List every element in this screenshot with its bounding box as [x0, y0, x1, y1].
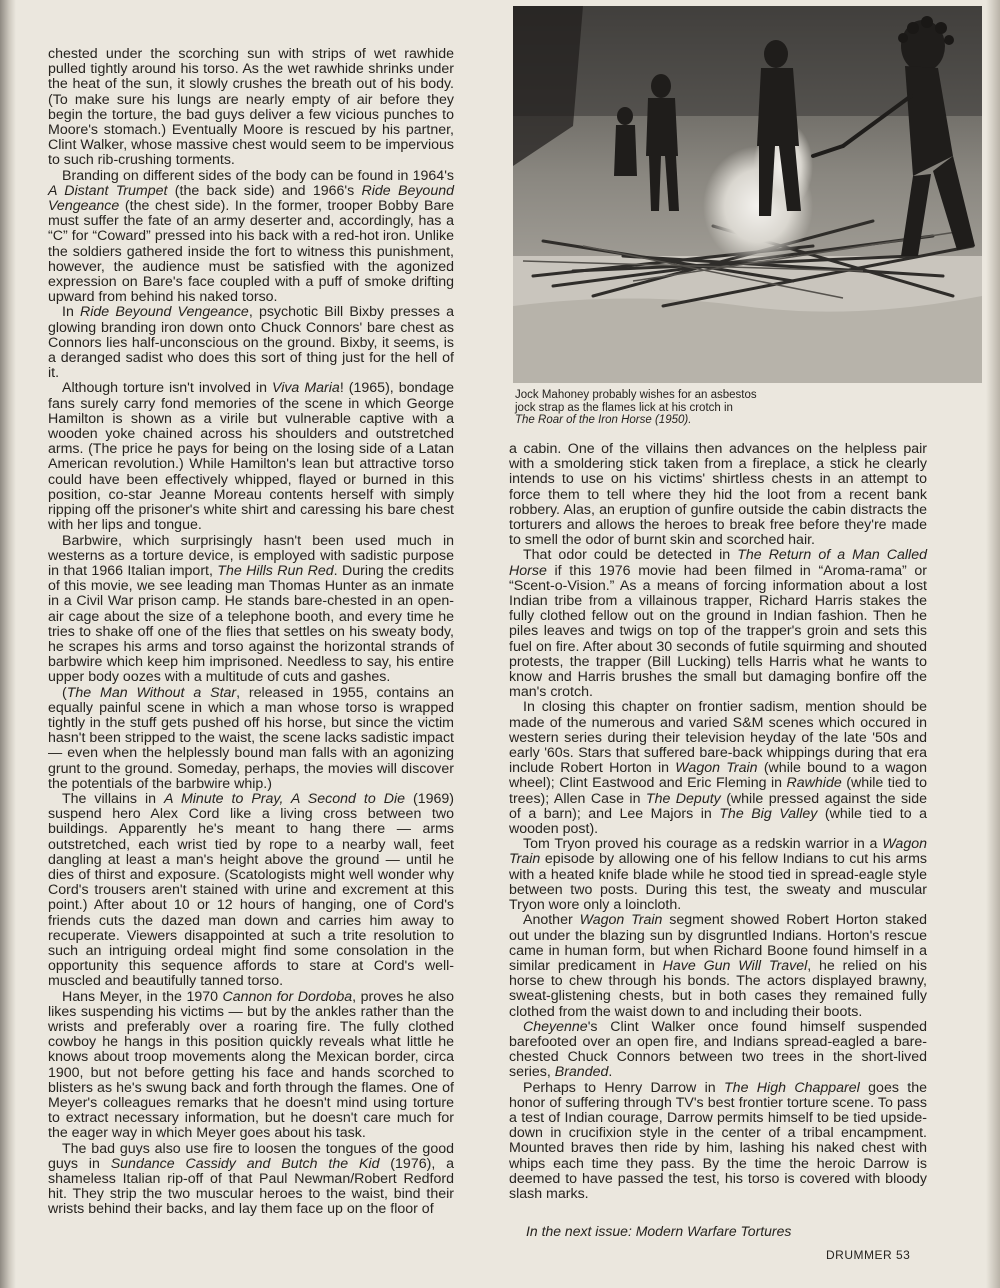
article-paragraph: Barbwire, which surprisingly hasn't been used much in westerns as a torture device, is employed with sadistic purpose in that 1966 Italian import, The Hills Run Red. During the credits of this movie, we see leading man Thomas Hunter as an inmate in a Civil War prison camp. He stands bare-chested in an open-air cage about the size of a telephone booth, and every time he tries to shake off one of the flies that settles on his sweaty body, he scrapes his arms and torso against the horizontal strands of barbwire which keep him imprisoned. Needless to say, his entire upper body oozes with a multitude of cuts and gashes. — [48, 532, 454, 686]
film-still-illustration — [513, 6, 982, 383]
article-paragraph: Although torture isn't involved in Viva Maria! (1965), bondage fans surely carry fond memories of the scene in which George Hamilton is shown as a virile but vulnerable captive with a wooden yoke chained across his shoulders and outstretched arms. (The price he pays for being on the losing side of a Latan American revolution.) While Hamilton's lean but attractive torso could have been effectively whipped, flayed or burned in this position, co-star Jeanne Moreau contents herself with simply ripping off the prisoner's white shirt and caressing his bare chest with her lips and tongue. — [48, 380, 454, 534]
title-italic: Ride Beyound Vengeance — [80, 304, 249, 321]
article-paragraph: Hans Meyer, in the 1970 Cannon for Dordoba, proves he also likes suspending his victims — but by the ankles rather than the wrists and preferably over a roaring fire. The fully clothed cowboy he hangs in this position quickly reveals what little he knows about troop movements along the Mexican border, circa 1900, but not before getting his face and hands scorched to blisters as he's swung back and forth through the flames. One of Meyer's colleagues remarks that he doesn't mind using torture to extract necessary information, but he doesn't care much for the eager way in which Meyer goes about his task. — [48, 988, 454, 1142]
title-italic: Have Gun Will Travel — [662, 957, 808, 974]
article-paragraph: That odor could be detected in The Return of a Man Called Horse if this 1976 movie had been filmed in “Aroma-rama” or “Scent-o-Vision.” As a means of forcing information about a lost Indian tribe from a villainous trapper, Richard Harris stakes the fully clothed fellow out on the ground in Indian fashion. Then he piles leaves and twigs on top of the trapper's groin and sets this fuel on fire. After about 30 seconds of futile squirming and shouted protests, the trapper (Bill Lucking) tells Harris what he wants to know and Harris brushes the small but damaging bonfire off the man's crotch. — [509, 547, 927, 701]
title-italic: Rawhide — [786, 775, 842, 792]
page-folio: DRUMMER 53 — [826, 1248, 911, 1262]
title-italic: Cheyenne — [523, 1018, 588, 1035]
title-italic: The Man Without a Star — [66, 684, 237, 701]
article-paragraph: Cheyenne's Clint Walker once found himself suspended barefooted over an open fire, and Indians spread-eagled a bare-chested Chuck Connors between two trees in the short-lived series, Branded. — [509, 1018, 927, 1081]
title-italic: Viva Maria — [271, 380, 340, 397]
article-paragraph: (The Man Without a Star, released in 1955, contains an equally painful scene in which a man whose torso is wrapped tightly in the stuff gets pushed off his horse, but since the victim hasn't been stripped to the waist, the scene lacks sadistic impact — even when the helplessly bound man falls with an agonizing grunt to the ground. Someday, perhaps, the movies will discover the potentials of the barbwire whip.) — [48, 684, 454, 792]
title-italic: Wagon Train — [675, 760, 758, 777]
caption-line-1: Jock Mahoney probably wishes for an asbestos — [515, 389, 757, 401]
title-italic: Wagon Train — [509, 836, 927, 868]
caption-line-3: The Roar of the Iron Horse (1950). — [515, 414, 692, 426]
article-paragraph: a cabin. One of the villains then advances on the helpless pair with a smoldering stick taken from a fireplace, a stick he clearly intends to use on his victims' shirtless chests in an attempt to force them to tell where they hid the loot from a recent bank robbery. Alas, an eruption of gunfire outside the cabin distracts the torturers and allows the heroes to break free before they're made to smell the odor of burnt skin and scorched hair. — [509, 441, 927, 549]
title-italic: Branded — [554, 1064, 609, 1081]
page-binding-shadow — [0, 0, 16, 1288]
film-still-photo — [513, 6, 982, 383]
page-edge-shadow — [986, 0, 1000, 1288]
article-paragraph: Another Wagon Train segment showed Robert Horton staked out under the blazing sun by disgruntled Indians. Horton's rescue came in human form, but when Richard Boone found himself in a similar predicament in Have Gun Will Travel, he relied on his horse to chew through his bonds. The actors displayed brawny, sweat-glistening chests, but in both cases they remained fully clothed from the waist down to and including their boots. — [509, 912, 927, 1020]
title-italic: A Minute to Pray, A Second to Die — [164, 790, 405, 807]
title-italic: Sundance Cassidy and Butch the Kid — [110, 1155, 380, 1172]
article-paragraph: In Ride Beyound Vengeance, psychotic Bill Bixby presses a glowing branding iron down onto Chuck Connors' bare chest as Connors lies half-unconscious on the ground. Bixby, it seems, is a deranged sadist who does this sort of thing just for the hell of it. — [48, 304, 454, 382]
title-italic: Ride Beyound Vengeance — [48, 182, 454, 215]
caption-line-2: jock strap as the flames lick at his crotch in — [515, 401, 733, 414]
article-paragraph: Tom Tryon proved his courage as a redskin warrior in a Wagon Train episode by allowing one of his fellow Indians to cut his arms with a heated knife blade while he stood tied in spread-eagle style between two posts. During this test, the sweaty and muscular Tryon wore only a loincloth. — [509, 836, 927, 914]
article-paragraph: The bad guys also use fire to loosen the tongues of the good guys in Sundance Cassidy and Butch the Kid (1976), a shameless Italian rip-off of that Paul Newman/Robert Redford hit. They strip the two muscular heroes to the waist, bind their wrists behind their backs, and lay them face up on the floor of — [48, 1140, 454, 1218]
title-italic: The Return of a Man Called Horse — [509, 547, 927, 579]
article-column-right — [509, 442, 927, 1202]
photo-caption — [515, 389, 835, 427]
article-paragraph: chested under the scorching sun with strips of wet rawhide pulled tightly around his torso. As the wet rawhide shrinks under the heat of the sun, it slowly crushes the breath out of his body. (To make sure his lungs are nearly empty of air before they begin the torture, the bad guys deliver a few vicious punches to Moore's stomach.) Eventually Moore is rescued by his partner, Clint Walker, whose massive chest would seem to be impervious to such rib-crushing torments. — [48, 46, 454, 169]
article-paragraph: The villains in A Minute to Pray, A Second to Die (1969) suspend hero Alex Cord like a living cross between two buildings. Apparently he's meant to hang there — arms outstretched, each wrist tied by rope to a nearby wall, feet dangling at least a man's height above the ground — until he dies of thirst and exposure. (Scatologists might well wonder why Cord's trousers aren't stained with urine and excrement at this point.) After about 10 or 12 hours of hanging, one of Cord's friends cuts the dazed man down and carries him away to recuperate. Viewers disappointed at such a trite resolution to such an intriguing ordeal might find some consolation in the opportunity this sequence affords to stare at Cord's well-muscled and beautifully tanned torso. — [48, 790, 454, 990]
title-italic: A Distant Trumpet — [48, 182, 168, 199]
article-paragraph: Branding on different sides of the body can be found in 1964's A Distant Trumpet (the back side) and 1966's Ride Beyound Vengeance (the chest side). In the former, trooper Bobby Bare must suffer the fate of an army deserter and, accordingly, has a “C” for “Coward” pressed into his back with a red-hot iron. Unlike the soldiers gathered inside the fort to witness this punishment, however, the audience must be satisfied with the agonized expression on Bare's face coupled with a puff of smoke drifting upward from behind his naked torso. — [48, 167, 454, 306]
article-paragraph: Perhaps to Henry Darrow in The High Chapparel goes the honor of suffering through TV's best frontier torture scene. To pass a test of Indian courage, Darrow permits himself to be tied upside-down in crucifixion style in the center of a tribal encampment. Mounted braves then ride by him, lashing his naked chest with whips each time they pass. By the time the heroic Darrow is deemed to have passed the test, his torso is covered with bloody slash marks. — [509, 1079, 927, 1202]
title-italic: The Big Valley — [719, 805, 818, 822]
title-italic: Wagon Train — [579, 912, 663, 929]
article-column-left — [48, 47, 454, 1218]
title-italic: The Hills Run Red — [217, 562, 334, 579]
article-paragraph: In closing this chapter on frontier sadism, mention should be made of the numerous and varied S&M scenes which occured in western series during their television heyday of the late '50s and early '60s. Stars that suffered bare-back whippings during that era include Robert Horton in Wagon Train (while bound to a wagon wheel); Clint Eastwood and Eric Fleming in Rawhide (while tied to trees); Allen Case in The Deputy (while pressed against the side of a barn); and Lee Majors in The Big Valley (while tied to a wooden post). — [509, 699, 928, 838]
title-italic: The Deputy — [645, 790, 721, 807]
title-italic: Cannon for Dordoba — [222, 988, 353, 1005]
title-italic: The High Chapparel — [724, 1079, 860, 1096]
next-issue-teaser: In the next issue: Modern Warfare Tortures — [526, 1223, 792, 1239]
